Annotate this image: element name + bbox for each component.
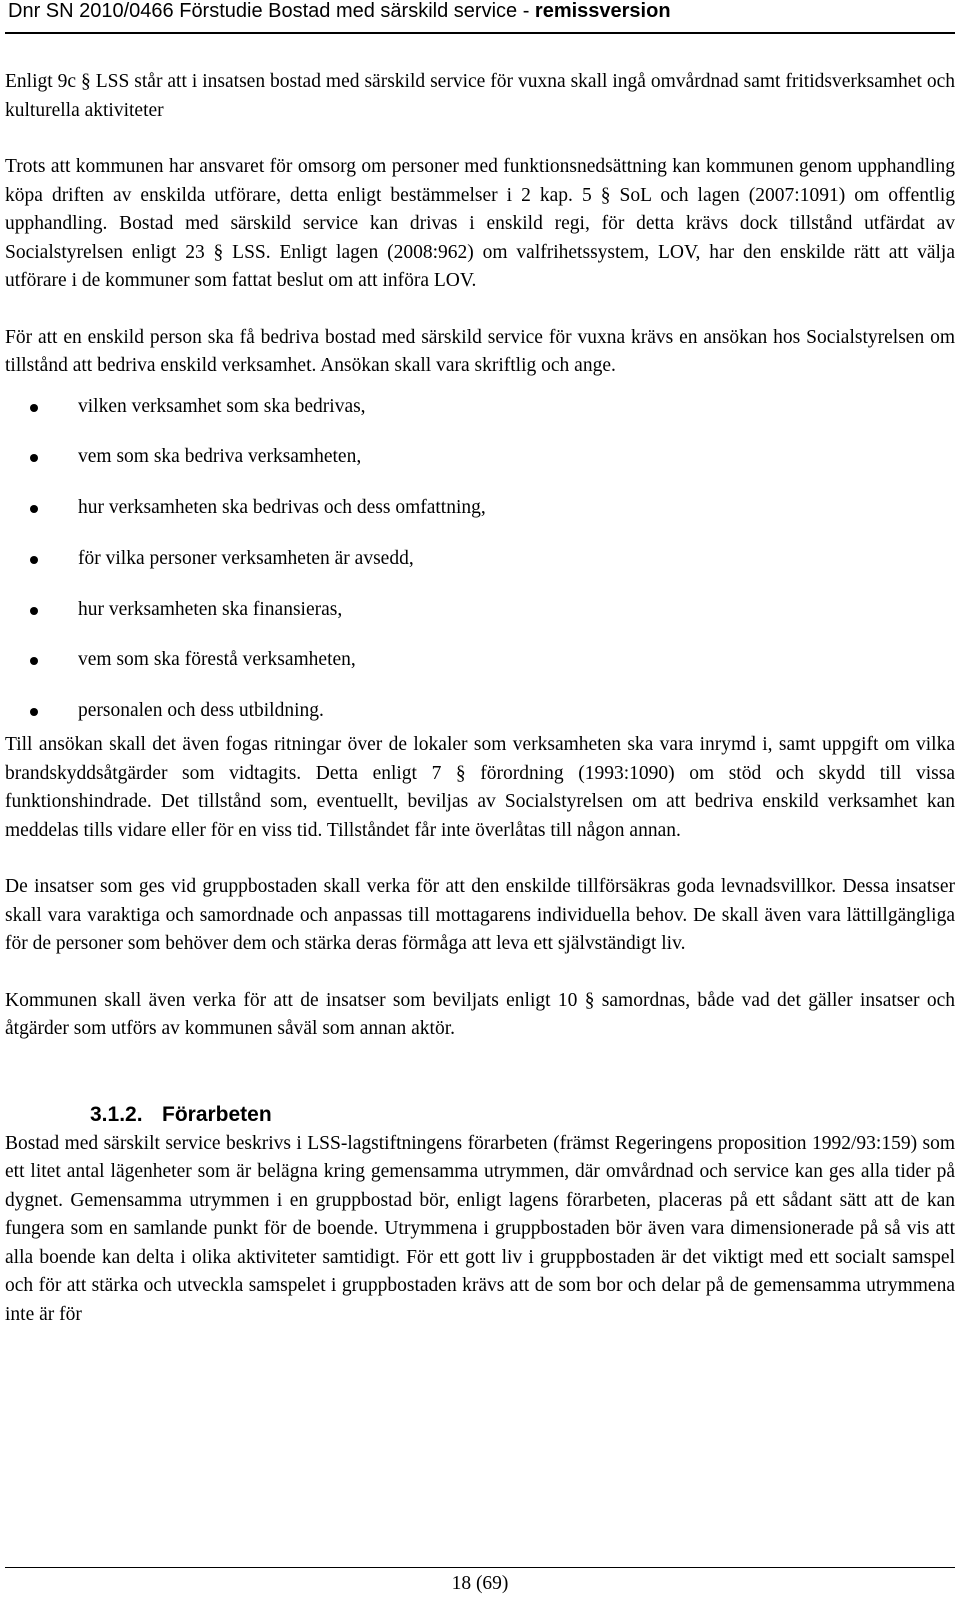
bullet-icon bbox=[30, 657, 38, 665]
paragraph: Enligt 9c § LSS står att i insatsen bostad med särskild service för vuxna skall ingå omvårdnad samt fritidsverksamhet och kulturella aktiviteter bbox=[5, 71, 955, 121]
list-item: vilken verksamhet som ska bedrivas, bbox=[5, 393, 955, 444]
paragraph: För att en enskild person ska få bedriva bostad med särskild service för vuxna krävs en ansökan hos Socialstyrelsen om tillstånd att bedriva enskild verksamhet. Ansökan skall vara skriftlig och ange. bbox=[5, 326, 955, 376]
bullet-icon bbox=[30, 454, 38, 462]
header-divider bbox=[5, 32, 955, 34]
footer-divider bbox=[5, 1567, 955, 1568]
page-number: 18 (69) bbox=[451, 1573, 509, 1594]
section-heading bbox=[90, 1100, 955, 1130]
list-item: vem som ska bedriva verksamheten, bbox=[5, 443, 955, 494]
bullet-icon bbox=[30, 404, 38, 412]
header-title-bold: remissversion bbox=[534, 0, 671, 22]
page-header bbox=[8, 0, 952, 35]
paragraph: Till ansökan skall det även fogas ritningar över de lokaler som verksamheten ska vara inrymd i, samt uppgift om vilka brandskyddsåtgärder som vidtagits. Detta enligt 7 § förordning (1993:1090) om stöd och skydd till vissa funktionshindrade. Det tillstånd som, eventuellt, beviljas av Socialstyrelsen om att bedriva enskild verksamhet kan meddelas tills vidare eller för en viss tid. Tillståndet får inte överlåtas till någon annan. bbox=[5, 734, 955, 841]
bullet-icon bbox=[30, 708, 38, 716]
list-item: personalen och dess utbildning. bbox=[5, 697, 955, 731]
section-body: Bostad med särskilt service beskrivs i LSS-lagstiftningens förarbeten (främst Regeringens proposition 1992/93:159) som ett litet antal lägenheter som är belägna kring gemensamma utrymmen, där omvårdnad och service kan ges alla tider på dygnet. Gemensamma utrymmen i en gruppbostad bör, enligt lagens förarbeten, placeras på ett sådant sätt att de kan fungera som en samlande punkt för de boende. Utrymmena i gruppbostaden bör även vara dimensionerade på så vis att alla boende kan delta i olika aktiviteter samtidigt. För ett gott liv i gruppbostaden är det viktigt med ett socialt samspel och för att stärka och utveckla samspelet i gruppbostaden krävs att de som bor och delar på de gemensamma utrymmena inte är för bbox=[5, 1132, 955, 1325]
paragraph: Trots att kommunen har ansvaret för omsorg om personer med funktionsnedsättning kan kommunen genom upphandling köpa driften av enskilda utförare, detta enligt bestämmelser i 2 kap. 5 § SoL och lagen (2007:1091) om offentlig upphandling. Bostad med särskild service kan drivas i enskild regi, för detta krävs dock tillstånd utfärdat av Socialstyrelsen enligt 23 § LSS. Enligt lagen (2008:962) om valfrihetssystem, LOV, har den enskilde rätt att välja utförare i de kommuner som fattat beslut om att införa LOV. bbox=[5, 156, 955, 291]
list-item: vem som ska förestå verksamheten, bbox=[5, 646, 955, 697]
section-number: 3.1.2. bbox=[90, 1102, 143, 1126]
section-title: Förarbeten bbox=[162, 1102, 272, 1126]
paragraph: De insatser som ges vid gruppbostaden skall verka för att den enskilde tillförsäkras goda levnadsvillkor. Dessa insatser skall vara varaktiga och samordnade och anpassas till mottagarens individuella behov. De skall även vara lättillgängliga för de personer som behöver dem och stärka deras förmåga att leva ett självständigt liv. bbox=[5, 876, 955, 955]
list-item: för vilka personer verksamheten är avsedd, bbox=[5, 545, 955, 596]
bullet-icon bbox=[30, 505, 38, 513]
header-title: Dnr SN 2010/0466 Förstudie Bostad med särskild service - remissversion bbox=[8, 0, 671, 22]
list-item: hur verksamheten ska bedrivas och dess omfattning, bbox=[5, 494, 955, 545]
requirements-list bbox=[5, 393, 955, 732]
bullet-icon bbox=[30, 556, 38, 564]
paragraph: Kommunen skall även verka för att de insatser som beviljats enligt 10 § samordnas, både vad det gäller insatser och åtgärder som utförs av kommunen såväl som annan aktör. bbox=[5, 989, 955, 1040]
bullet-icon bbox=[30, 607, 38, 615]
list-item: hur verksamheten ska finansieras, bbox=[5, 596, 955, 647]
document-body bbox=[5, 68, 955, 1329]
